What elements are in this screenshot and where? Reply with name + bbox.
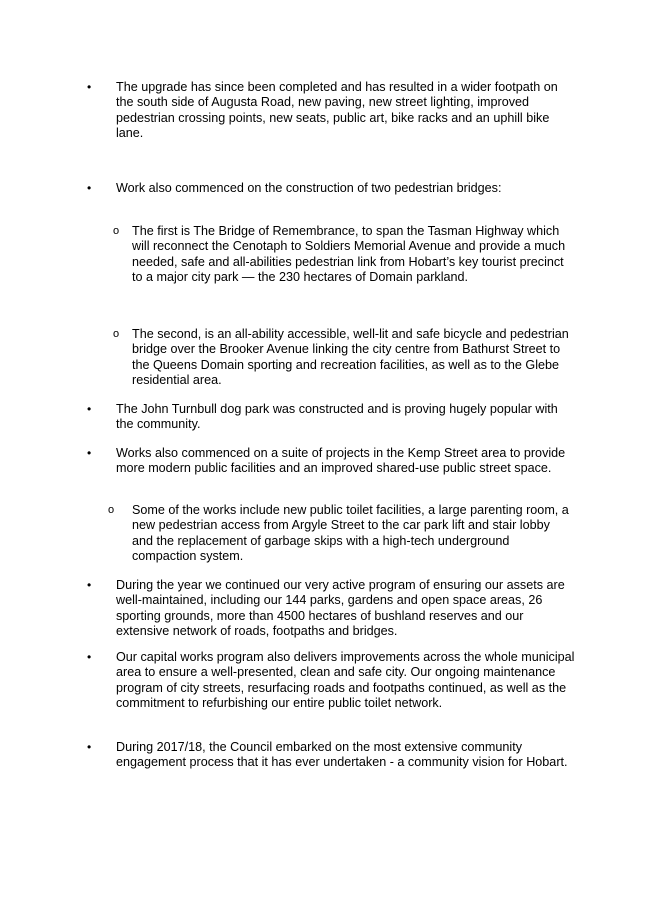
list-item-text: Our capital works program also delivers improvements across the whole municipal area to ensure a well-presented, clean and safe city. Our ongoing maintenance program of city streets, resurfacing roads and footpaths continued, as well as the commitment to refurbishing our entire public toilet network. <box>116 650 575 710</box>
bullet-icon: • <box>87 402 92 416</box>
sub-bullet-icon: o <box>113 328 120 340</box>
sub-bullet-icon: o <box>108 504 115 516</box>
bullet-icon: • <box>87 740 92 754</box>
list-item-text: The upgrade has since been completed and has resulted in a wider footpath on the south side of Augusta Road, new paving, new street lighting, improved pedestrian crossing points, new seats, public art, bike racks and an uphill bike lane. <box>116 80 558 140</box>
bullet-icon: • <box>87 650 92 664</box>
sub-bullet-icon: o <box>113 225 120 237</box>
list-item-text: The John Turnbull dog park was constructed and is proving hugely popular with the community. <box>116 402 558 432</box>
list-item-text: During 2017/18, the Council embarked on the most extensive community engagement process that it has ever undertaken - a community vision for Hobart. <box>116 740 568 770</box>
sub-list-item-text: Some of the works include new public toilet facilities, a large parenting room, a new pedestrian access from Argyle Street to the car park lift and stair lobby and the replacement of garbage skips with a high-tech underground compaction system. <box>132 503 569 563</box>
bullet-icon: • <box>87 80 92 94</box>
list-item-text: During the year we continued our very active program of ensuring our assets are well-maintained, including our 144 parks, gardens and open space areas, 26 sporting grounds, more than 4500 hectares of bushland reserves and our extensive network of roads, footpaths and bridges. <box>116 578 565 638</box>
bullet-icon: • <box>87 446 92 460</box>
bullet-icon: • <box>87 578 92 592</box>
list-item-text: Work also commenced on the construction of two pedestrian bridges: <box>116 181 502 195</box>
list-item-text: Works also commenced on a suite of projects in the Kemp Street area to provide more modern public facilities and an improved shared-use public street space. <box>116 446 566 476</box>
bullet-icon: • <box>87 181 92 195</box>
sub-list-item-text: The second, is an all-ability accessible, well-lit and safe bicycle and pedestrian bridge over the Brooker Avenue linking the city centre from Bathurst Street to the Queens Domain sporting and recreation facilities, as well as to the Glebe residential area. <box>132 327 569 387</box>
sub-list-item-text: The first is The Bridge of Remembrance, to span the Tasman Highway which will reconnect the Cenotaph to Soldiers Memorial Avenue and provide a much needed, safe and all-abilities pedestrian link from Hobart’s key tourist precinct to a major city park — the 230 hectares of Domain parkland. <box>132 224 566 284</box>
